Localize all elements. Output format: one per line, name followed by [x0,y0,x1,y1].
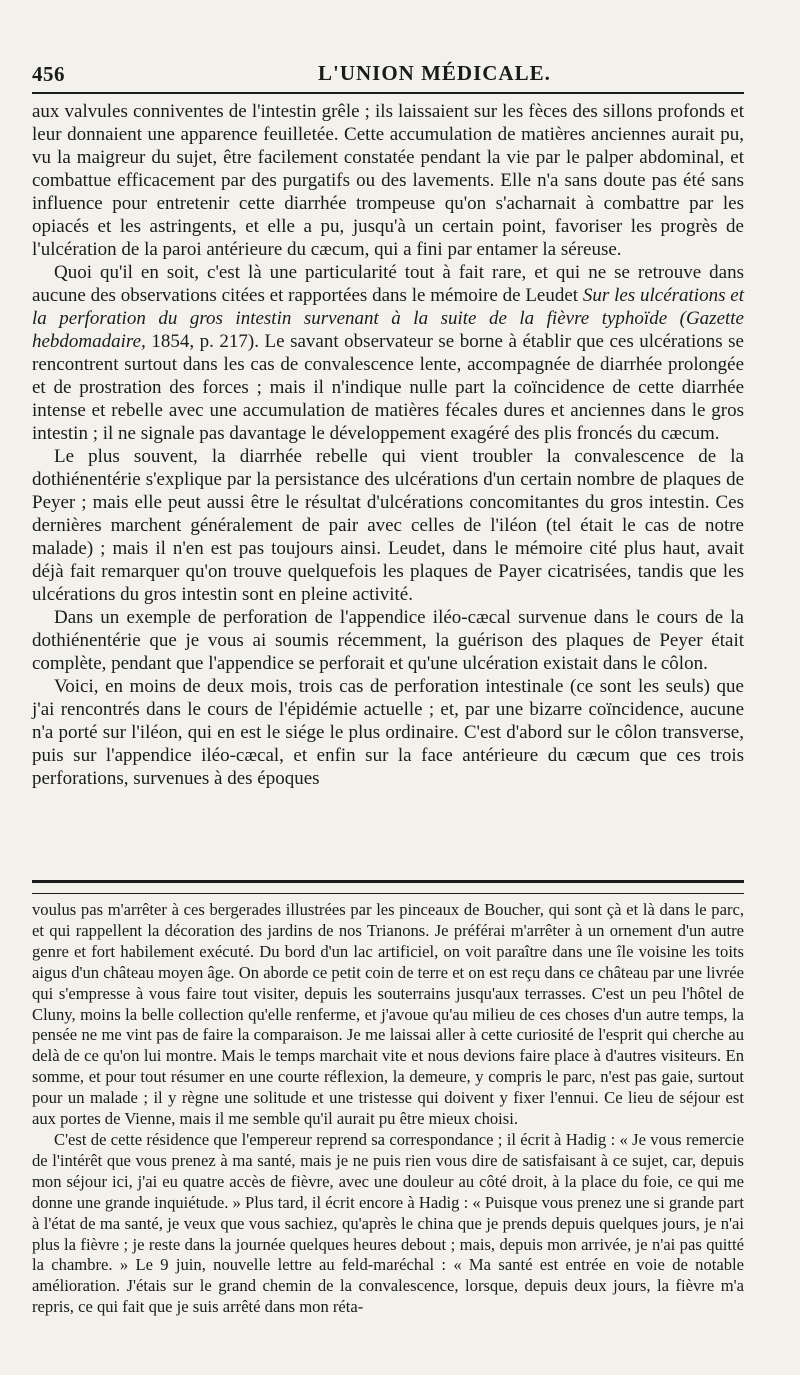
article-paragraph-1: aux valvules conniventes de l'intestin grêle ; ils laissaient sur les fèces des sillons profonds et leur donnaient une apparence feuilletée. Cette accumulation de matières anciennes aurait pu, vu la maigreur du sujet, être facilement constatée pendant la vie par le palper abdominal, et combattue efficacement par des purgatifs ou des lavements. Elle n'a sans doute pas été sans influence pour entretenir cette diarrhée trompeuse qu'on s'acharnait à combattre par les opiacés et les astringents, et elle a pu, jusqu'à un certain point, favoriser les progrès de l'ulcération de la paroi antérieure du cæcum, qui a fini par entamer la séreuse. [32,101,744,260]
article-paragraph-2-text: Quoi qu'il en soit, c'est là une particularité tout à fait rare, et qui ne se retrouve dans aucune des observations citées et rapportées dans le mémoire de Leudet [32,262,744,306]
running-header [32,58,744,88]
header-rule [32,92,744,94]
page-number: 456 [32,62,65,86]
article-paragraph-2-text-end: 1854, p. 217). Le savant observateur se borne à établir que ces ulcérations se rencontrent surtout dans les cas de convalescence lente, accompagnée de diarrhée prolongée et de prostration des forces ; mais il n'indique nulle part la coïncidence de cette diarrhée intense et rebelle avec une accumulation de matières fécales dures et anciennes dans le gros intestin ; il ne signale pas davantage le développement exagéré des plis froncés du cæcum. [32,331,744,444]
article-paragraph-2 [32,261,744,445]
article-paragraph-4: Dans un exemple de perforation de l'appendice iléo-cæcal survenue dans le cours de la dothiénentérie que je vous ai soumis récemment, la guérison des plaques de Peyer était complète, pendant que l'appendice se perforait et qu'une ulcération existait dans le côlon. [32,607,744,674]
article-body [32,100,744,790]
feuilleton-section [32,900,744,1318]
feuilleton-separator [32,880,744,894]
feuilleton-paragraph-1: voulus pas m'arrêter à ces bergerades illustrées par les pinceaux de Boucher, qui sont çà et là dans le parc, et qui rappellent la décoration des jardins de nos Trianons. Je préférai m'arrêter à un ornement d'un autre genre et fort habilement exécuté. Du bord d'un lac artificiel, on voit paraître dans une île voisine les toits aigus d'un château moyen âge. On aborde ce petit coin de terre et on est reçu dans ce château par une livrée qui s'empresse à vous faire tout visiter, depuis les souterrains jusqu'aux terrasses. C'est un peu l'hôtel de Cluny, moins la belle collection qu'elle renferme, et j'avoue qu'au milieu de ces choses d'un autre temps, la pensée ne me vint pas de faire la comparaison. Je me laissai aller à cette curiosité de l'esprit qui cherche au delà de ce qu'on lui montre. Mais le temps marchait vite et nous devions faire place à d'autres visiteurs. En somme, et pour tout résumer en une courte réflexion, la demeure, y compris le parc, n'est pas gaie, surtout pour un malade ; il y règne une solitude et une tristesse qui doivent y fixer l'ennui. Ce lieu de séjour est aux portes de Vienne, mais il me semble qu'il aurait pu être mieux choisi. [32,900,744,1129]
article-paragraph-3: Le plus souvent, la diarrhée rebelle qui vient troubler la convalescence de la dothiénentérie s'explique par la persistance des ulcérations d'un certain nombre de plaques de Peyer ; mais elle peut aussi être le résultat d'ulcérations concomitantes du gros intestin. Ces dernières marchent généralement de pair avec celles de l'iléon (tel était le cas de notre malade) ; mais il n'en est pas toujours ainsi. Leudet, dans le mémoire cité plus haut, avait déjà fait remarquer qu'on trouve quelquefois les plaques de Payer cicatrisées, tandis que les ulcérations du gros intestin sont en pleine activité. [32,446,744,605]
journal-title: L'UNION MÉDICALE. [318,61,551,85]
article-paragraph-5: Voici, en moins de deux mois, trois cas de perforation intestinale (ce sont les seuls) que j'ai rencontrés dans le cours de l'épidémie actuelle ; et, par une bizarre coïncidence, aucune n'a porté sur l'iléon, qui en est le siége le plus ordinaire. C'est d'abord sur le côlon transverse, puis sur l'appendice iléo-cæcal, et enfin sur la face antérieure du cæcum que ces trois perforations, survenues à des époques [32,676,744,789]
feuilleton-paragraph-2: C'est de cette résidence que l'empereur reprend sa correspondance ; il écrit à Hadig : « Je vous remercie de l'intérêt que vous prenez à ma santé, mais je ne puis rien vous dire de satisfaisant à ce sujet, car, depuis mon séjour ici, j'ai eu quatre accès de fièvre, avec une douleur au côté droit, à la place du foie, ce qui me donne une grande inquiétude. » Plus tard, il écrit encore à Hadig : « Puisque vous prenez une si grande part à l'état de ma santé, je veux que vous sachiez, qu'après le china que je prends depuis quelques jours, je n'ai plus la fièvre ; je reste dans la journée quelques heures debout ; mais, depuis mon arrivée, je n'ai pas quitté la chambre. » Le 9 juin, nouvelle lettre au feld-maréchal : « Ma santé est entrée en voie de notable amélioration. J'étais sur le grand chemin de la convalescence, lorsque, depuis deux jours, la fièvre m'a repris, ce qui fait que je suis arrêté dans mon réta- [32,1129,744,1317]
cited-title: Sur les ulcérations et la perforation du gros intestin survenant à la suite de la fièvre typhoïde (Gazette hebdomadaire, [32,285,744,352]
